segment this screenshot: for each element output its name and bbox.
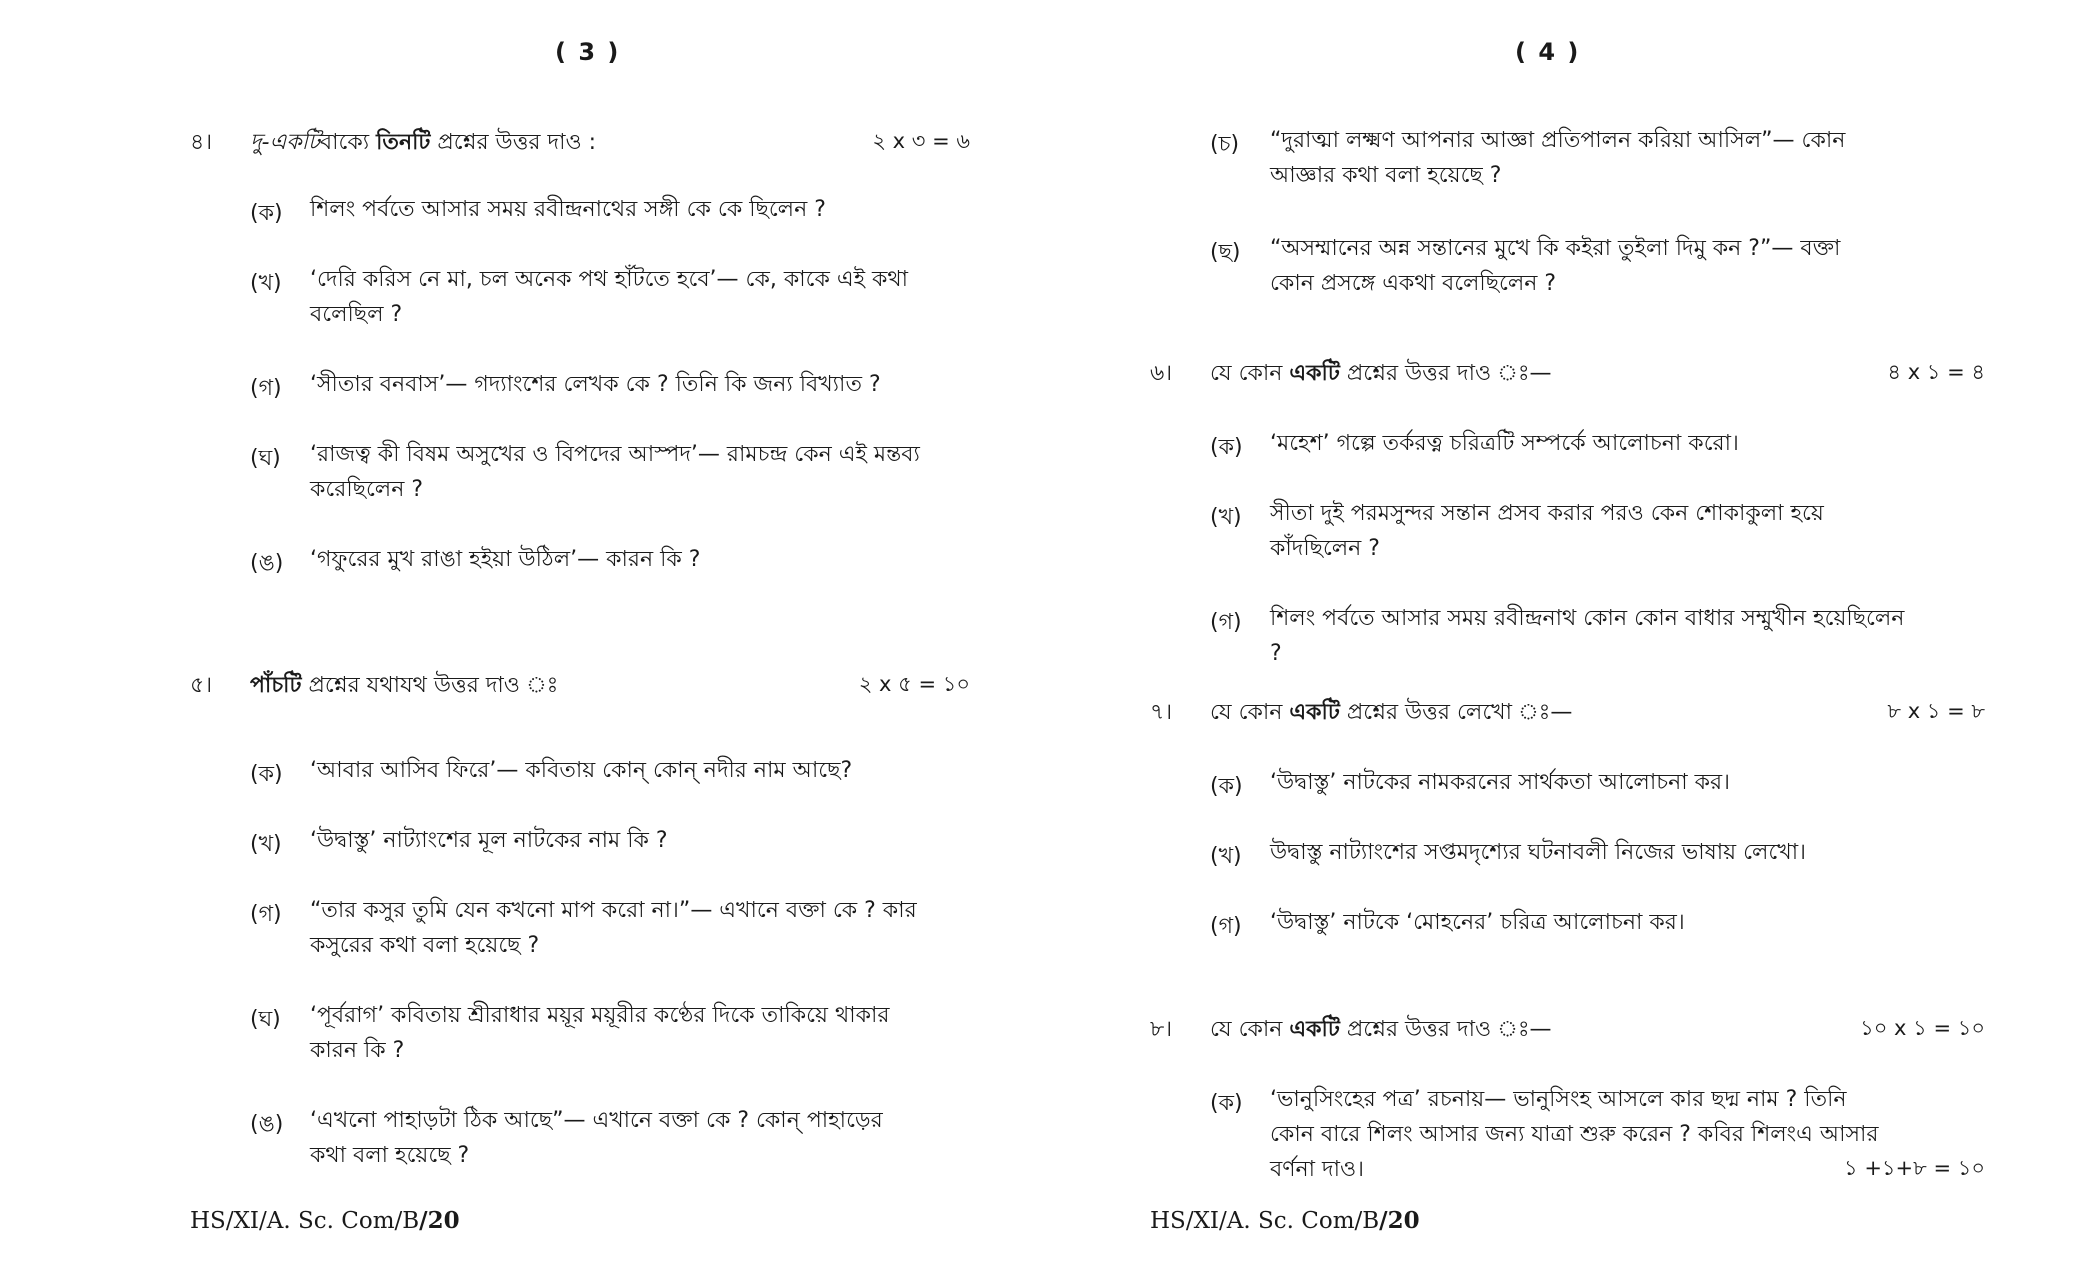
q8-number: ৮। <box>1150 1017 1173 1042</box>
q4-item-text: শিলং পর্বতে আসার সময় রবীন্দ্রনাথের সঙ্গী কে কে ছিলেন ? <box>310 197 826 222</box>
q6-heading-rest: প্রশ্নের উত্তর দাও ঃ— <box>1339 361 1552 386</box>
q4-number: ৪। <box>190 130 213 155</box>
page-number: ( 3 ) <box>555 38 621 66</box>
q4-item-text: ‘সীতার বনবাস’— গদ্যাংশের লেখক কে ? তিনি কি জন্য বিখ্যাত ? <box>310 372 881 397</box>
q6-item-label: (গ) <box>1210 610 1242 635</box>
footer-code <box>1150 1207 1420 1234</box>
q7-item-text: ‘উদ্বাস্তু’ নাটকের নামকরনের সার্থকতা আলোচনা কর। <box>1270 770 1730 795</box>
q5-item-text: “তার কসুর তুমি যেন কখনো মাপ করো না।”— এখানে বক্তা কে ? কার কসুরের কথা বলা হয়েছে ? <box>310 898 917 958</box>
q7-heading-part1: যে কোন <box>1210 700 1290 725</box>
q5-item-label: (ছ) <box>1210 240 1241 265</box>
q7-item-text: উদ্বাস্তু নাট্যাংশের সপ্তমদৃশ্যের ঘটনাবলী নিজের ভাষায় লেখো। <box>1270 840 1806 865</box>
q6-item-text: শিলং পর্বতে আসার সময় রবীন্দ্রনাথ কোন কোন বাধার সম্মুখীন হয়েছিলেন ? <box>1270 606 1905 666</box>
q6-heading-part1: যে কোন <box>1210 361 1290 386</box>
q7-item-label: (গ) <box>1210 914 1242 939</box>
q5-item-label: (গ) <box>250 902 282 927</box>
page-number: ( 4 ) <box>1515 38 1581 66</box>
q6-marks: ৪ x ১ = ৪ <box>1887 360 1985 384</box>
footer-code <box>190 1207 460 1234</box>
q5-item-text: ‘পূর্বরাগ’ কবিতায় শ্রীরাধার ময়ূর ময়ূরীর কণ্ঠের দিকে তাকিয়ে থাকার কারন কি ? <box>310 1003 890 1063</box>
q7-marks: ৮ x ১ = ৮ <box>1887 699 1985 723</box>
footer-text: HS/XI/A. Sc. Com/B <box>190 1208 420 1234</box>
q8-heading-part1: যে কোন <box>1210 1017 1290 1042</box>
q4-item-label: (ঘ) <box>250 446 281 471</box>
q5-marks: ২ x ৫ = ১০ <box>858 672 970 696</box>
q8-item-label: (ক) <box>1210 1091 1243 1116</box>
q5-heading-rest: প্রশ্নের যথাযথ উত্তর দাও ঃ <box>301 673 559 698</box>
q7-heading-rest: প্রশ্নের উত্তর লেখো ঃ— <box>1339 700 1573 725</box>
q5-heading <box>250 668 558 705</box>
q5-item-text: ‘এখনো পাহাড়টা ঠিক আছে”— এখানে বক্তা কে ? কোন্ পাহাড়ের কথা বলা হয়েছে ? <box>310 1108 883 1168</box>
q8-sub-marks: ১ +১+৮ = ১০ <box>1844 1156 1985 1180</box>
q8-item-text: ‘ভানুসিংহের পত্র’ রচনায়— ভানুসিংহ আসলে কার ছদ্ম নাম ? তিনি কোন বারে শিলং আসার জন্য যাত্রা শুরু করেন ? কবির শিলংএ আসার বর্ণনা দাও। <box>1270 1087 1879 1182</box>
footer-bold: /20 <box>1379 1207 1420 1234</box>
q4-item-text: ‘গফুরের মুখ রাঙা হইয়া উঠিল’— কারন কি ? <box>310 547 701 572</box>
q4-heading-part2: বাক্যে <box>319 130 377 155</box>
q7-heading <box>1210 695 1572 732</box>
q8-heading-bold: একটি <box>1289 1017 1340 1042</box>
q4-item-text: ‘দেরি করিস নে মা, চল অনেক পথ হাঁটতে হবে’— কে, কাকে এই কথা বলেছিল ? <box>310 267 909 327</box>
q8-heading-rest: প্রশ্নের উত্তর দাও ঃ— <box>1339 1017 1552 1042</box>
q8-marks: ১০ x ১ = ১০ <box>1860 1016 1985 1040</box>
q5-item-label: (ক) <box>250 762 283 787</box>
q5-heading-bold: পাঁচটি <box>250 673 302 698</box>
q7-number: ৭। <box>1150 700 1173 725</box>
q4-item-label: (ঙ) <box>250 551 284 576</box>
page-4 <box>1050 0 2100 1275</box>
q7-item-label: (ক) <box>1210 774 1243 799</box>
q5-number: ৫। <box>190 673 213 698</box>
q4-marks: ২ x ৩ = ৬ <box>872 129 970 153</box>
q6-item-label: (ক) <box>1210 435 1243 460</box>
q5-item-text: “দুরাত্মা লক্ষ্মণ আপনার আজ্ঞা প্রতিপালন করিয়া আসিল”— কোন আজ্ঞার কথা বলা হয়েছে ? <box>1270 128 1846 188</box>
q6-item-text: ‘মহেশ’ গল্পে তর্করত্ন চরিত্রটি সম্পর্কে আলোচনা করো। <box>1270 431 1739 456</box>
q7-item-label: (খ) <box>1210 844 1242 869</box>
q6-heading-bold: একটি <box>1289 361 1340 386</box>
footer-text: HS/XI/A. Sc. Com/B <box>1150 1208 1380 1234</box>
q5-item-label: (খ) <box>250 832 282 857</box>
q8-heading <box>1210 1012 1552 1049</box>
q6-heading <box>1210 356 1552 393</box>
q6-number: ৬। <box>1150 361 1173 386</box>
q5-item-label: (ঘ) <box>250 1007 281 1032</box>
q5-item-text: “অসম্মানের অন্ন সন্তানের মুখে কি কইরা তুইলা দিমু কন ?”— বক্তা কোন প্রসঙ্গে একথা বলেছিলেন ? <box>1270 236 1841 296</box>
footer-bold: /20 <box>419 1207 460 1234</box>
q5-item-label: (ঙ) <box>250 1112 284 1137</box>
q4-heading-italic: দু-একটি <box>250 130 320 155</box>
q6-item-label: (খ) <box>1210 505 1242 530</box>
q7-item-text: ‘উদ্বাস্তু’ নাটকে ‘মোহনের’ চরিত্র আলোচনা কর। <box>1270 910 1685 935</box>
q6-item-text: সীতা দুই পরমসুন্দর সন্তান প্রসব করার পরও কেন শোকাকুলা হয়ে কাঁদছিলেন ? <box>1270 501 1824 561</box>
q5-item-text: ‘আবার আসিব ফিরে’— কবিতায় কোন্ কোন্ নদীর নাম আছে? <box>310 758 853 783</box>
q7-heading-bold: একটি <box>1289 700 1340 725</box>
q4-item-label: (খ) <box>250 271 282 296</box>
q4-heading-bold: তিনটি <box>376 130 431 155</box>
q4-item-label: (গ) <box>250 376 282 401</box>
q4-heading <box>250 125 596 162</box>
q4-heading-part3: প্রশ্নের উত্তর দাও : <box>430 130 597 155</box>
q4-item-label: (ক) <box>250 201 283 226</box>
q4-item-text: ‘রাজত্ব কী বিষম অসুখের ও বিপদের আস্পদ’— রামচন্দ্র কেন এই মন্তব্য করেছিলেন ? <box>310 442 920 502</box>
q5-item-label: (চ) <box>1210 132 1240 157</box>
q5-item-text: ‘উদ্বাস্তু’ নাট্যাংশের মূল নাটকের নাম কি ? <box>310 828 668 853</box>
